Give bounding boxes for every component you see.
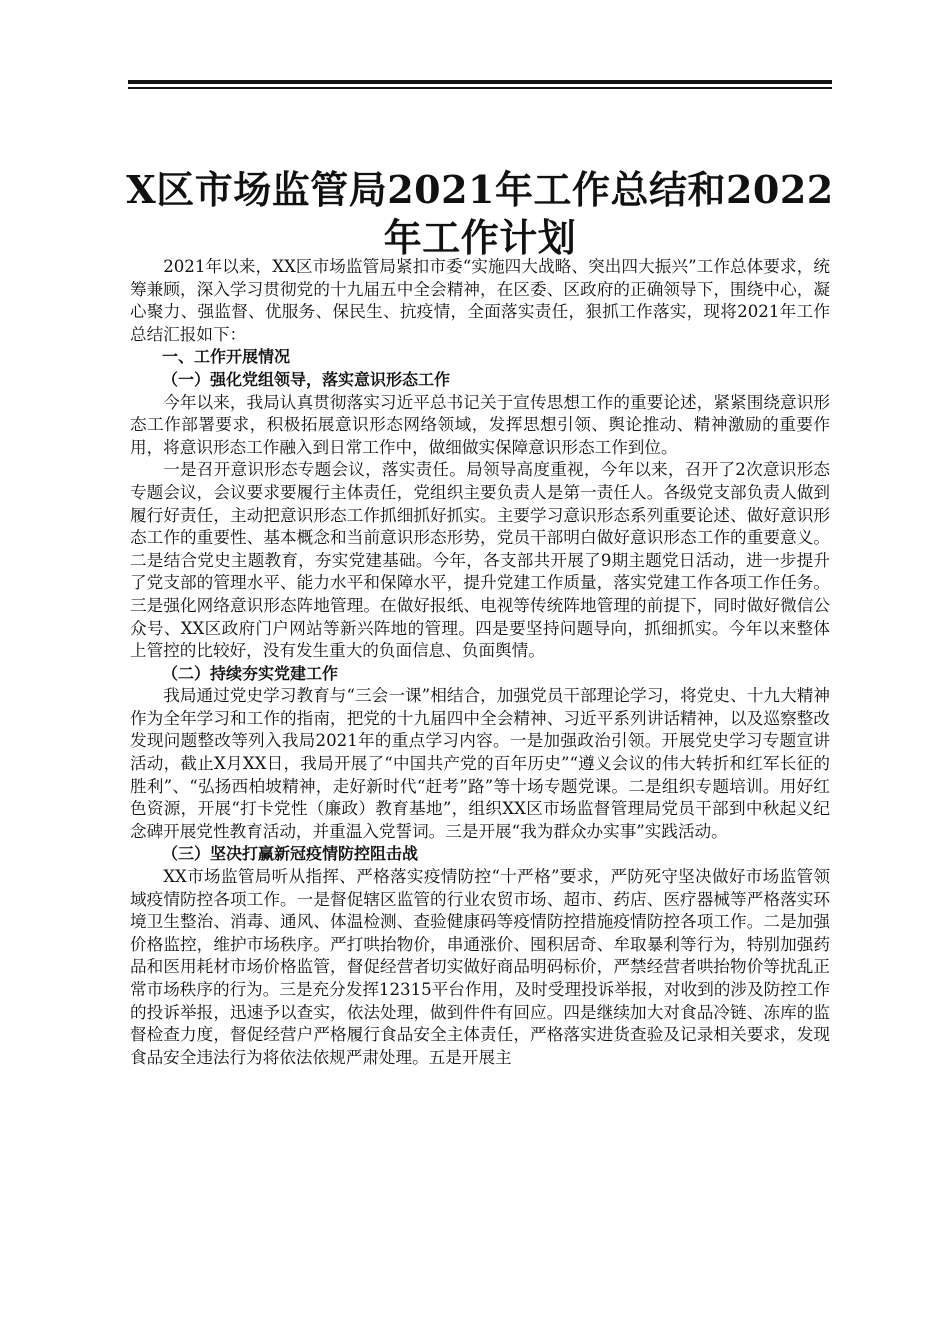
section-heading-1: 一、工作开展情况	[162, 347, 291, 367]
subsection-3-paragraph-1: XX市场监管局听从指挥、严格落实疫情防控“十严格”要求，严防死守坚决做好市场监管领域疫情防控各项工作。一是督促辖区监管的行业农贸市场、超市、药店、医疗器械等严格落实环境卫生整治、消毒、通风、体温检测、查验健康码等疫情防控措施疫情防控各项工作。二是加强价格监控，维护市场秩序。严打哄抬物价，串通涨价、囤积居奇、牟取暴利等行为，特别加强药品和医用耗材市场价格监管，督促经营者切实做好商品明码标价，严禁经营者哄抬物价等扰乱正常市场秩序的行为。三是充分发挥12315平台作用，及时受理投诉举报，对收到的涉及防控工作的投诉举报，迅速予以查实，依法处理，做到件件有回应。四是继续加大对食品冷链、冻库的监督检查力度，督促经营户严格履行食品安全主体责任，严格落实进货查验及记录相关要求，发现食品安全违法行为将依法依规严肃处理。五是开展主	[130, 867, 830, 1067]
document-body	[130, 256, 830, 1069]
subsection-2-paragraph-1: 我局通过党史学习教育与“三会一课”相结合，加强党员干部理论学习，将党史、十九大精神作为全年学习和工作的指南，把党的十九届四中全会精神、习近平系列讲话精神，以及巡察整改发现问题整改等列入我局2021年的重点学习内容。一是加强政治引领。开展党史学习专题宣讲活动，截止X月XX日，我局开展了“中国共产党的百年历史”“遵义会议的伟大转折和红军长征的胜利”、“弘扬西柏坡精神，走好新时代“赶考”路”等十场专题党课。二是组织专题培训。用好红色资源，开展“打卡党性（廉政）教育基地”，组织XX区市场监督管理局党员干部到中秋起义纪念碑开展党性教育活动，并重温入党誓词。三是开展“我为群众办实事”实践活动。	[130, 686, 830, 841]
intro-paragraph: 2021年以来，XX区市场监管局紧扣市委“实施四大战略、突出四大振兴”工作总体要求，统筹兼顾，深入学习贯彻党的十九届五中全会精神，在区委、区政府的正确领导下，围绕中心，凝心聚力、强监督、优服务、保民生、抗疫情，全面落实责任，狠抓工作落实，现将2021年工作总结汇报如下：	[130, 257, 830, 344]
subsection-heading-2: （二）持续夯实党建工作	[162, 663, 339, 683]
subsection-heading-1: （一）强化党组领导，落实意识形态工作	[162, 369, 451, 389]
subsection-1-paragraph-1: 今年以来，我局认真贯彻落实习近平总书记关于宣传思想工作的重要论述，紧紧围绕意识形态工作部署要求，积极拓展意识形态网络领域，发挥思想引领、舆论推动、精神激励的重要作用，将意识形态工作融入到日常工作中，做细做实保障意识形态工作到位。	[130, 392, 830, 457]
header-rule-thick	[128, 80, 832, 84]
subsection-heading-3: （三）坚决打赢新冠疫情防控阻击战	[162, 844, 419, 864]
subsection-1-paragraph-2: 一是召开意识形态专题会议，落实责任。局领导高度重视，今年以来，召开了2次意识形态专题会议，会议要求要履行主体责任，党组织主要负责人是第一责任人。各级党支部负责人做到履行好责任，主动把意识形态工作抓细抓好抓实。主要学习意识形态系列重要论述、做好意识形态工作的重要性、基本概念和当前意识形态形势，党员干部明白做好意识形态工作的重要意义。二是结合党史主题教育，夯实党建基础。今年，各支部共开展了9期主题党日活动，进一步提升了党支部的管理水平、能力水平和保障水平，提升党建工作质量，落实党建工作各项工作任务。三是强化网络意识形态阵地管理。在做好报纸、电视等传统阵地管理的前提下，同时做好微信公众号、XX区政府门户网站等新兴阵地的管理。四是要坚持问题导向，抓细抓实。今年以来整体上管控的比较好，没有发生重大的负面信息、负面舆情。	[130, 460, 830, 661]
header-rule-thin	[128, 87, 832, 89]
document-title: X区市场监管局2021年工作总结和2022年工作计划	[126, 167, 834, 260]
